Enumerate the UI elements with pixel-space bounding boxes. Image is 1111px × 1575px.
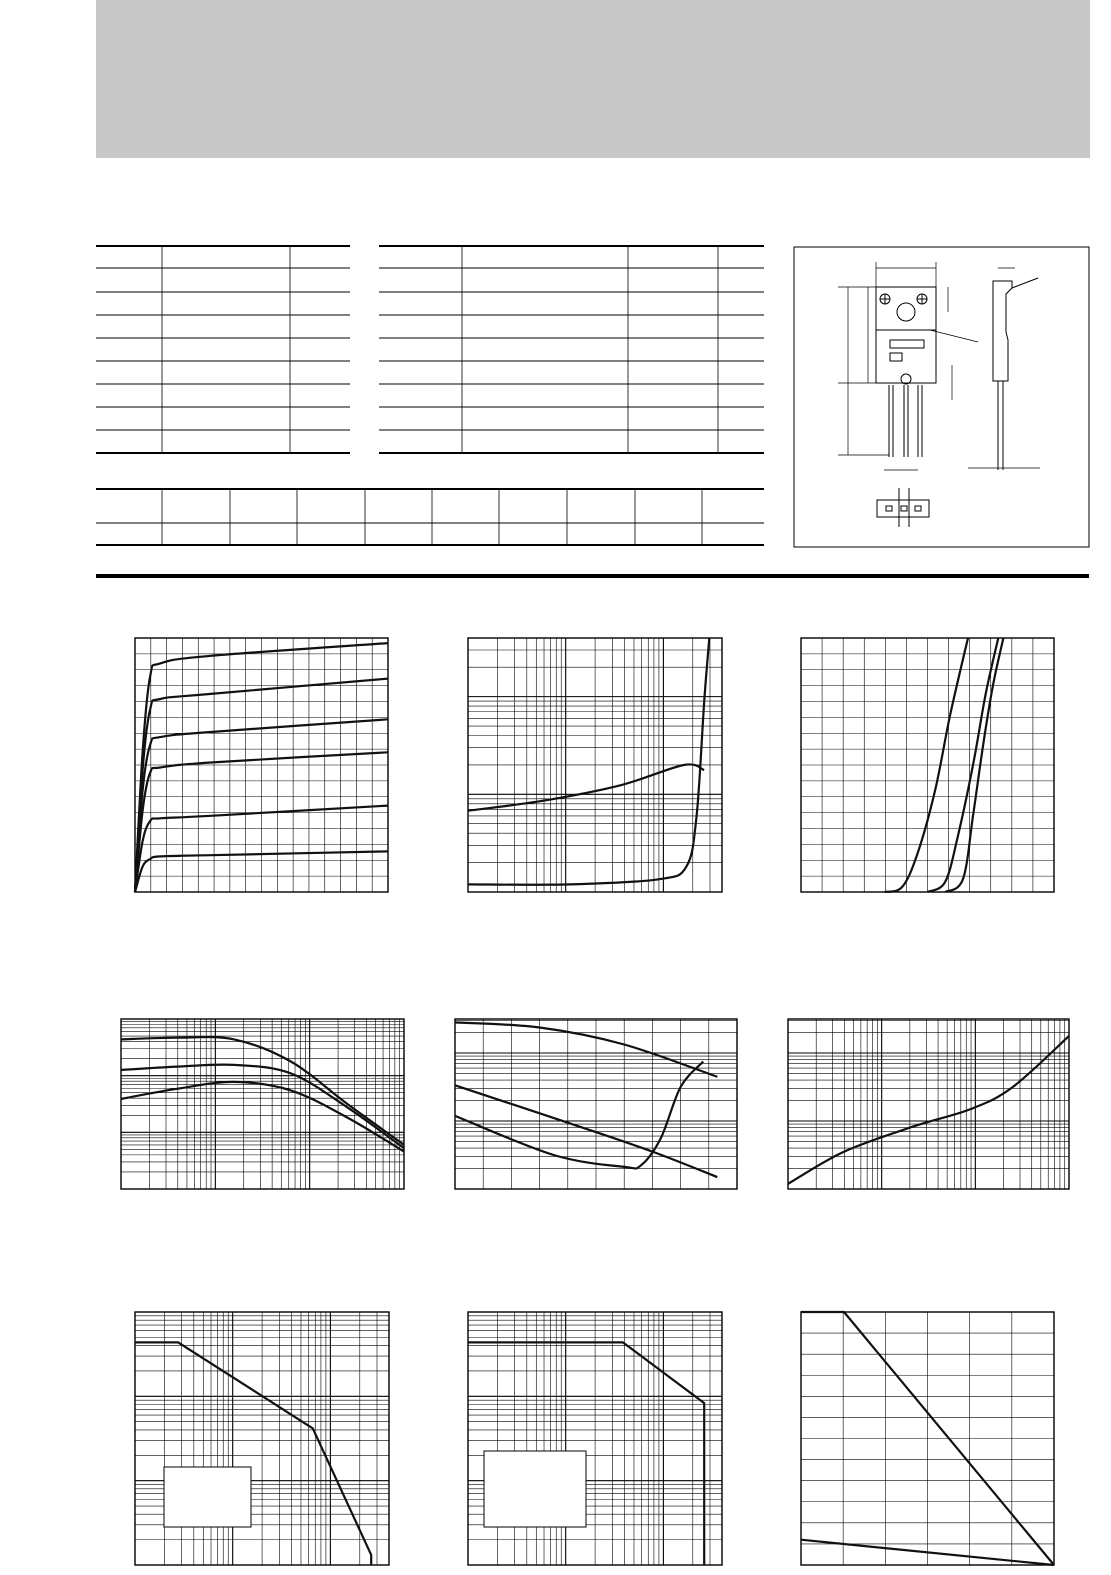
series-line-1	[788, 1036, 1069, 1184]
dimension-line	[930, 330, 978, 342]
chart-grid	[801, 1312, 1054, 1565]
plot-frame	[788, 1019, 1069, 1189]
chart-grid	[121, 1019, 404, 1189]
dimension-lines	[838, 262, 1040, 470]
legend-box	[164, 1467, 251, 1527]
pinout-sketch	[877, 488, 929, 527]
series-line-2	[121, 1065, 404, 1149]
chart-c8	[468, 1312, 722, 1565]
series-line-3	[455, 1062, 703, 1169]
chart-c1	[135, 638, 388, 892]
package-frame	[794, 247, 1089, 547]
pin-pad	[886, 506, 892, 511]
left-table	[96, 246, 350, 453]
marking-box-small	[890, 353, 902, 361]
chart-grid	[801, 638, 1054, 892]
right-table	[379, 246, 764, 453]
pin-pad	[915, 506, 921, 511]
spec-tables	[96, 246, 1089, 576]
series-line-1	[135, 1342, 371, 1565]
chart-grid	[788, 1019, 1069, 1189]
bottom-table	[96, 489, 764, 545]
characteristic-charts	[121, 638, 1069, 1565]
to220f-package-outline-icon	[794, 247, 1089, 547]
side-body	[993, 281, 1012, 381]
chart-c2	[468, 638, 722, 892]
chart-c4	[121, 1019, 404, 1189]
series-line-2	[468, 638, 709, 885]
chart-c5	[455, 1019, 737, 1189]
chart-c9	[801, 1312, 1054, 1565]
chart-c7	[135, 1312, 389, 1565]
pin-pad	[901, 506, 907, 511]
mounting-hole	[897, 303, 915, 321]
legend-box	[484, 1451, 586, 1527]
chart-c3	[801, 638, 1054, 892]
plot-frame	[121, 1019, 404, 1189]
marking-box	[890, 340, 924, 348]
series-line-1	[455, 1022, 717, 1076]
side-leader	[1012, 278, 1038, 288]
package-front-view	[876, 287, 936, 457]
package-side-view	[993, 278, 1038, 470]
chart-c6	[788, 1019, 1069, 1189]
